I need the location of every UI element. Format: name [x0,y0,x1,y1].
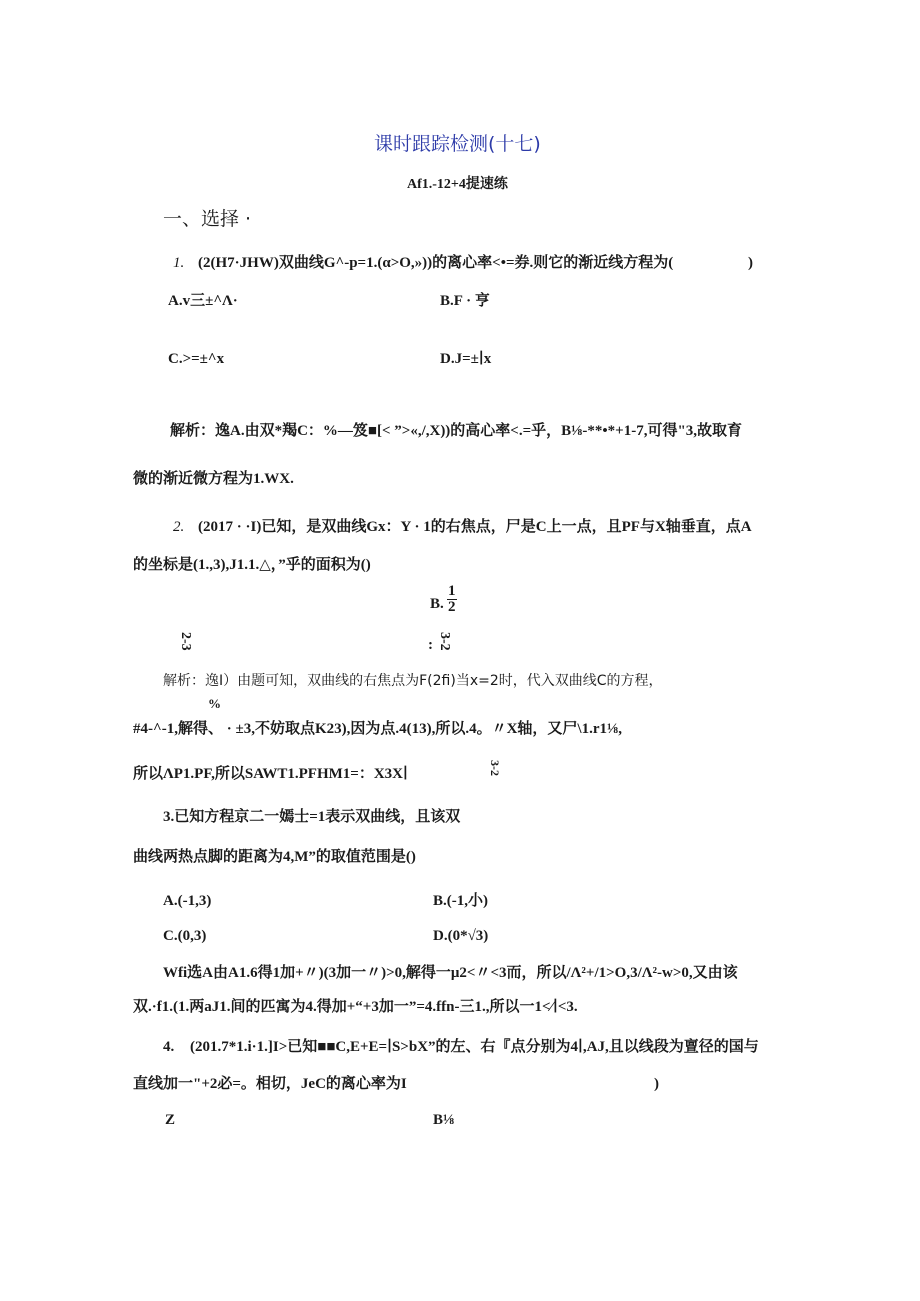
q3-option-b: B.(-1,小) [433,893,488,909]
q1-solution-line-2: 微的渐近微方程为1.WX. [133,471,294,487]
q2-option-c-prefix: : [428,637,433,653]
q2-solution-mark-2: 3-2 [488,760,502,776]
q2-solution-line-1: 解析：逸I）由题可知，双曲线的右焦点为F(2fi)当x=2时，代入双曲线C的方程， [163,673,663,689]
q2-option-b-denominator: 2 [448,599,456,615]
q2-solution-line-3: 所以ΛP1.PF,所以SAWT1.PFHM1=：X3X∣ [133,766,408,782]
q1-stem: (2(H7·JHW)双曲线G^-p=1.(α>O,»))的离心率<•=券.则它的渐近线方程为( [198,255,674,271]
q2-stem-line-2: 的坐标是(1.,3),J1.1.△，”乎的面积为() [133,557,371,573]
q2-stem-line-1: (2017 · ·I)已知，是双曲线Gx：Y · 1的右焦点，尸是C上一点，且PF与X轴垂直，点A [198,519,752,535]
q2-option-c-rotated: 3-2 [437,632,452,651]
q2-option-b-label: B. [430,596,444,612]
q3-solution-line-1: Wfi选A由A1.6得1加+〃)(3加一〃)>0,解得一μ2<〃<3而，所以/Λ²+/1>O,3/Λ²-w>0,又由该 [163,965,738,981]
page-title: 课时跟踪检测(十七) [374,133,541,155]
q1-solution-line-1: 解析：逸A.由双*羯C：%—笈■[< ”>«,/,X))的高心率<.=乎，B⅛-**•*+1-7,可得"3,故取育 [170,423,743,439]
q2-number: 2. [173,519,185,535]
q2-solution-line-2: #4-^-1,解得、 · ±3,不妨取点K23),因为点.4(13),所以.4。〃X轴，又尸\1.r1⅛, [133,721,623,737]
q1-option-c: C.>=±^x [168,351,225,367]
q4-stem-line-2: 直线加一"+2必=。相切，JeC的离心率为I [133,1076,407,1092]
q3-stem-line-2: 曲线两热点脚的距离为4,M”的取值范围是() [133,849,416,865]
section-title: 一、选择 · [163,208,252,230]
q2-solution-mark: % [208,696,221,711]
q2-option-b-numerator: 1 [448,583,456,599]
q1-option-a: A.v三±^Λ· [168,293,238,309]
q3-stem-line-1: 3.已知方程京二一嫣士=1表示双曲线，且该双 [163,809,461,825]
q2-option-a-rotated: 2-3 [178,632,193,651]
q2-option-b-fraction [447,584,457,615]
page-subtitle: Af1.-12+4提速练 [407,177,508,192]
q1-number: 1. [173,255,185,271]
q4-option-b: B⅛ [433,1112,455,1128]
q1-paren-close: ) [748,255,753,271]
q1-option-b: B.F · 亨 [440,293,490,309]
q3-option-a: A.(-1,3) [163,893,212,909]
q4-option-a: Z [165,1112,176,1128]
q4-number: 4. [163,1039,175,1055]
q3-option-c: C.(0,3) [163,928,207,944]
q3-option-d: D.(0*√3) [433,928,489,944]
q1-option-d: D.J=±∣x [440,351,492,367]
q3-solution-line-2: 双.·f1.(1.两aJ1.间的匹寓为4.得加+“+3加一”=4.ffn-三1.,所以一1<∕∣<3. [133,999,578,1015]
q4-paren-close: ) [654,1076,659,1092]
q4-stem-line-1: (201.7*1.i·1.]I>已知■■C,E+E=∣S>bX”的左、右『点分别为4∣,AJ,且以线段为亶径的国与 [190,1039,759,1055]
